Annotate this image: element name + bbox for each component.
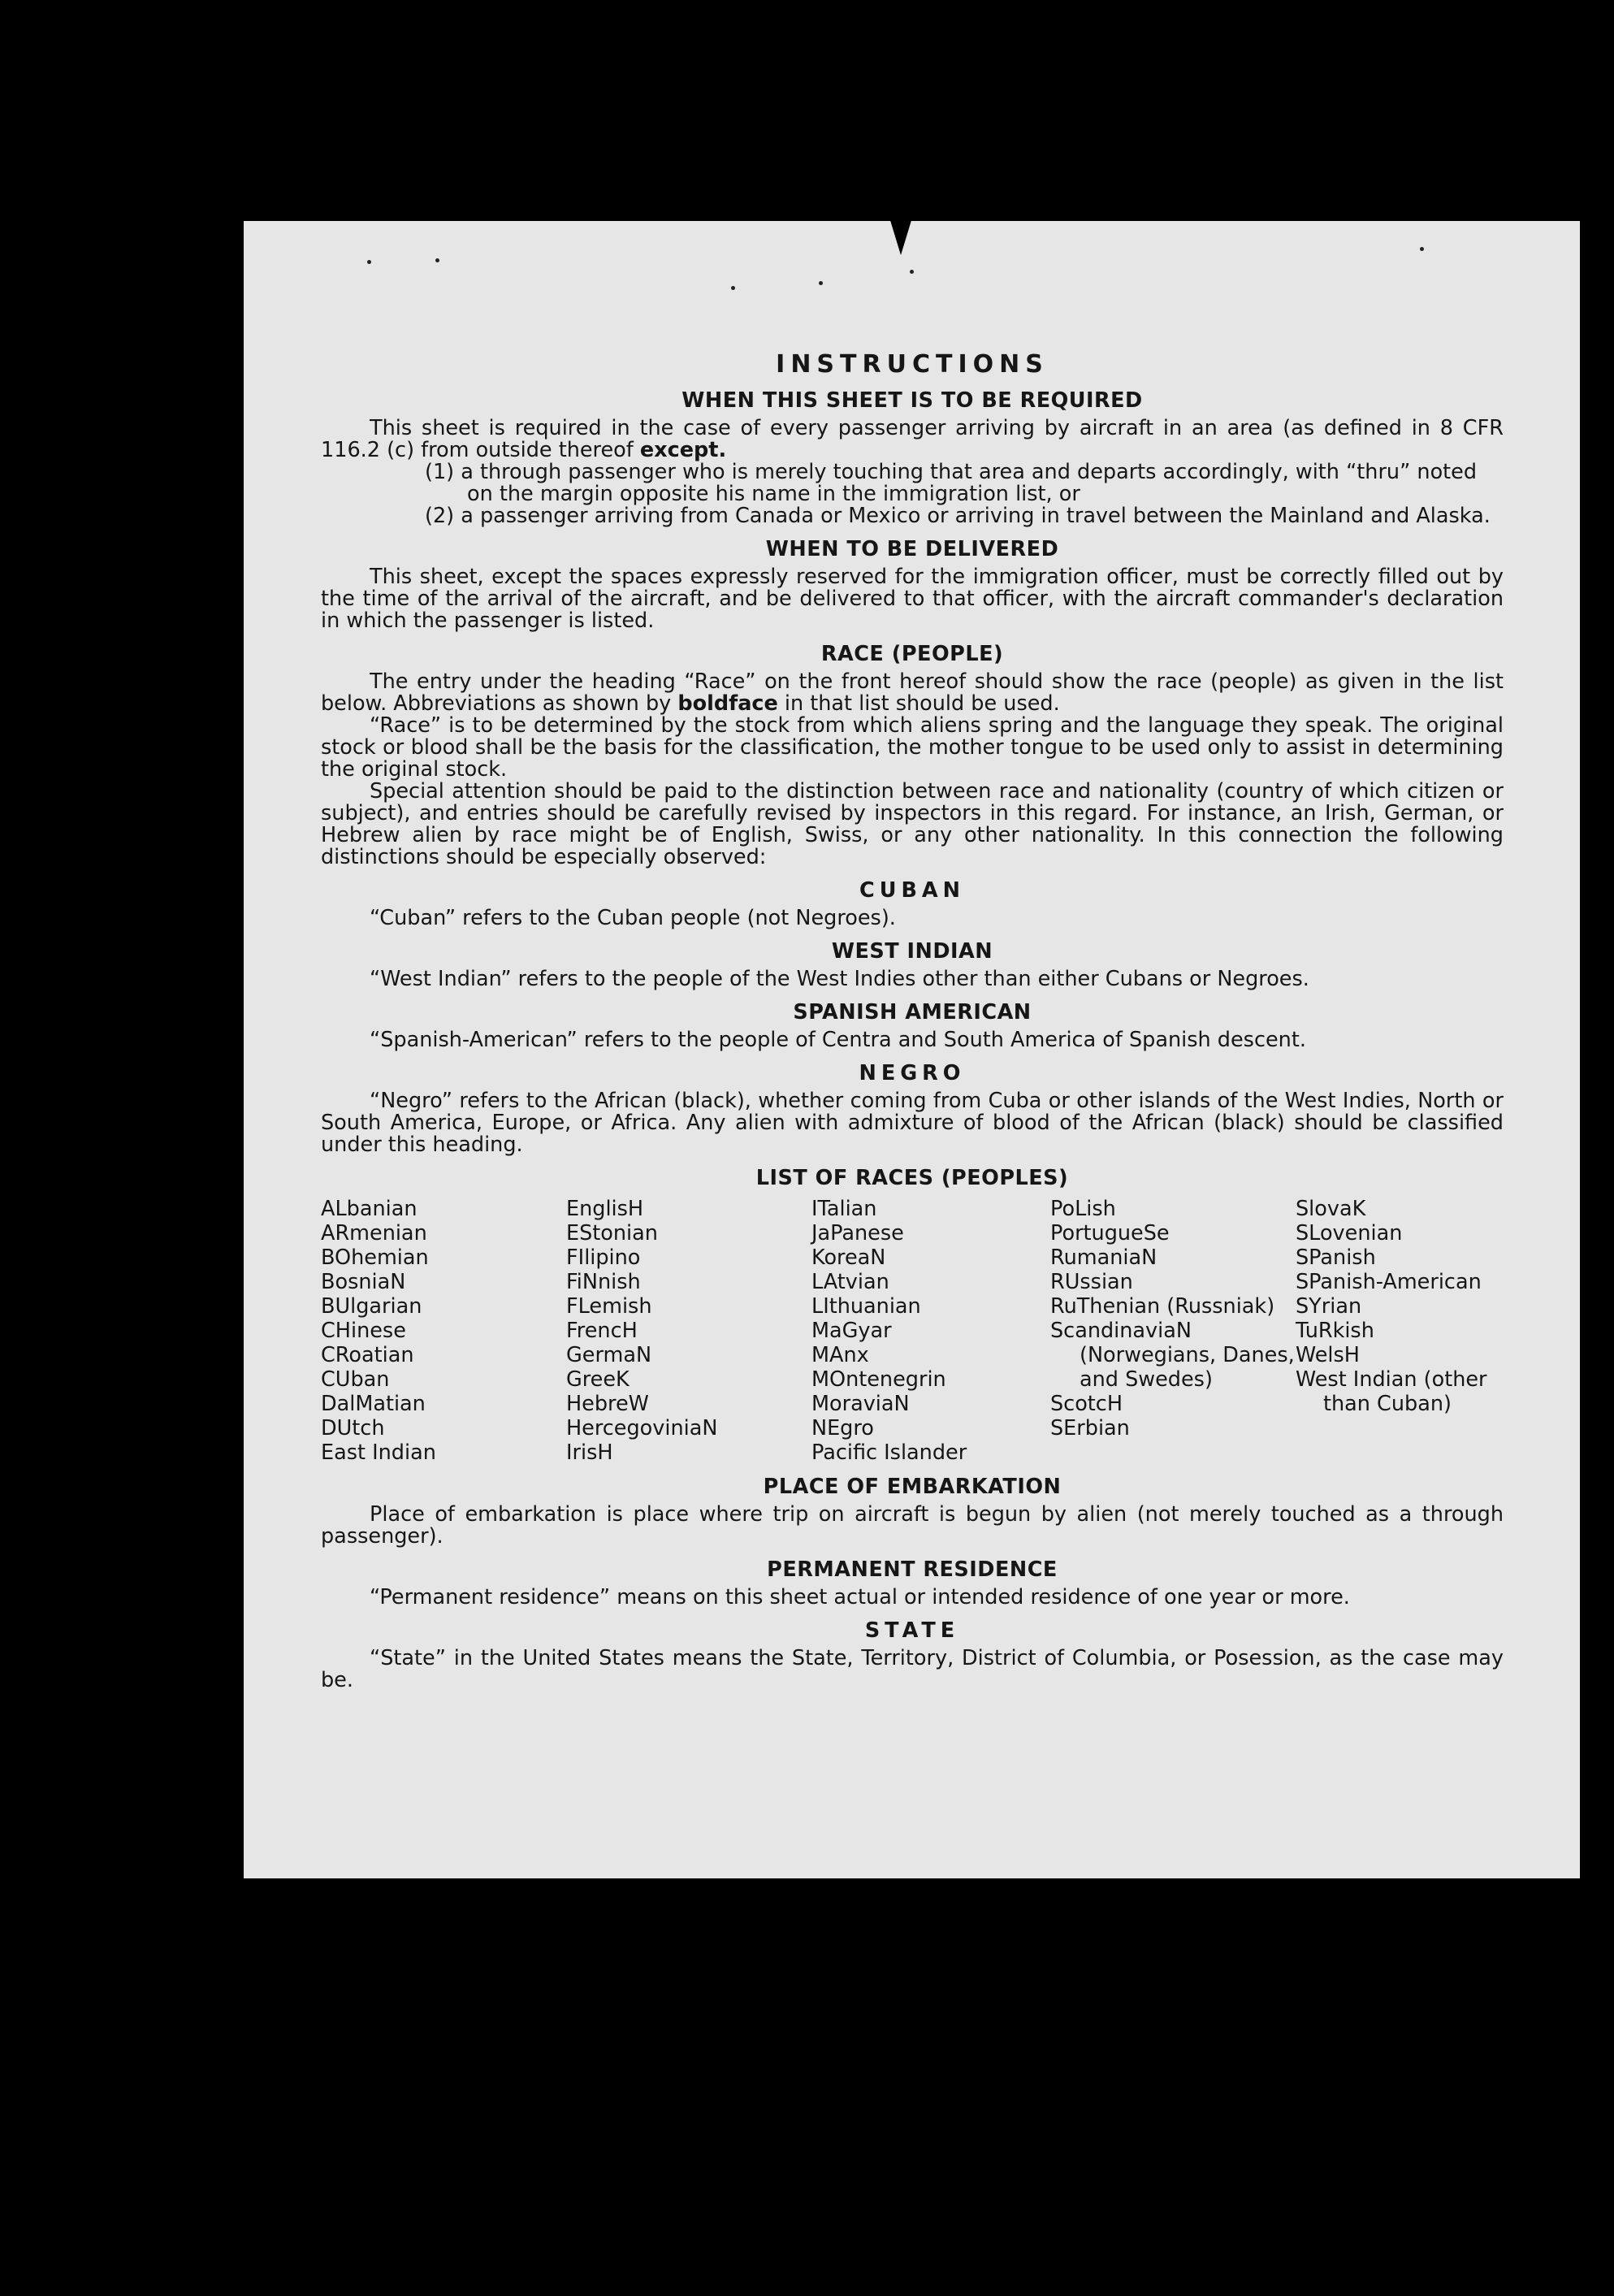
race-item: ARmenian <box>321 1221 427 1245</box>
races-column-5 <box>1296 1197 1504 1465</box>
race-item: MaGyar <box>811 1319 892 1343</box>
race-item: NEgro <box>811 1416 874 1440</box>
heading-cuban: CUBAN <box>859 878 965 903</box>
state-text: “State” in the United States means the State, Territory, District of Columbia, or Posession, as the case may be. <box>321 1646 1504 1692</box>
race-item: MAnx <box>811 1343 869 1367</box>
when-required-item-1: (1) a through passenger who is merely touching that area and departs accordingly, with “thru” noted on the margin opposite his name in the immigration list, or <box>425 460 1478 506</box>
race-item: SPanish-American <box>1296 1270 1482 1294</box>
heading-race: RACE (PEOPLE) <box>820 642 1004 666</box>
page-speck <box>367 260 371 264</box>
race-item: PoLish <box>1050 1197 1116 1221</box>
race-item: HercegoviniaN <box>566 1416 718 1440</box>
race-item: GermaN <box>566 1343 652 1367</box>
race-item: BUlgarian <box>321 1294 422 1319</box>
when-required-intro-text: This sheet is required in the case of every passenger arriving by aircraft in an area (as defined in 8 CFR 116.2 (c) from outside thereof <box>321 416 1504 462</box>
race-item: FIlipino <box>566 1245 641 1270</box>
race-item: Pacific Islander <box>811 1440 967 1465</box>
race-paragraph-1-end: in that list should be used. <box>777 691 1060 716</box>
race-boldface-word: boldface <box>677 691 778 716</box>
race-item: CUban <box>321 1367 390 1392</box>
when-required-except: except. <box>639 438 727 462</box>
cuban-text: “Cuban” refers to the Cuban people (not Negroes). <box>370 906 896 930</box>
race-item: ScotcH <box>1050 1392 1123 1416</box>
race-item: LAtvian <box>811 1270 889 1294</box>
heading-when-delivered: WHEN TO BE DELIVERED <box>765 537 1059 561</box>
race-item: FLemish <box>566 1294 652 1319</box>
race-item: WelsH <box>1296 1343 1360 1367</box>
race-item: MoraviaN <box>811 1392 910 1416</box>
page-tear <box>889 218 912 255</box>
heading-spanish-american: SPANISH AMERICAN <box>793 1000 1032 1025</box>
race-item: SlovaK <box>1296 1197 1366 1221</box>
race-paragraph-1-text: The entry under the heading “Race” on the front hereof should show the race (people) as given in the list below. Abbreviations as shown by <box>321 669 1504 716</box>
race-item: IrisH <box>566 1440 613 1465</box>
race-item: MOntenegrin <box>811 1367 946 1392</box>
document-page <box>244 221 1580 1878</box>
race-item: FrencH <box>566 1319 638 1343</box>
races-list <box>321 1197 1504 1465</box>
race-item: SLovenian <box>1296 1221 1403 1245</box>
heading-list-of-races: LIST OF RACES (PEOPLES) <box>755 1166 1069 1190</box>
race-item: SYrian <box>1296 1294 1362 1319</box>
page-speck <box>435 258 439 262</box>
race-item: West Indian (other than Cuban) <box>1296 1367 1487 1416</box>
race-item: TuRkish <box>1296 1319 1374 1343</box>
race-item: EStonian <box>566 1221 658 1245</box>
heading-state: STATE <box>864 1618 960 1643</box>
page-speck <box>910 270 914 274</box>
page-speck <box>731 286 735 290</box>
race-paragraph-1 <box>321 671 1504 715</box>
race-item: ALbanian <box>321 1197 418 1221</box>
race-item: BosniaN <box>321 1270 406 1294</box>
page-speck <box>819 281 823 285</box>
race-item: ITalian <box>811 1197 877 1221</box>
race-item: EnglisH <box>566 1197 644 1221</box>
race-item: CRoatian <box>321 1343 414 1367</box>
embarkation-text: Place of embarkation is place where trip on aircraft is begun by alien (not merely touched as a through passenger). <box>321 1502 1504 1549</box>
race-item: KoreaN <box>811 1245 886 1270</box>
races-column-3 <box>811 1197 1050 1465</box>
residence-text: “Permanent residence” means on this sheet actual or intended residence of one year or more. <box>370 1585 1350 1609</box>
races-column-1 <box>321 1197 566 1465</box>
race-item: JaPanese <box>811 1221 904 1245</box>
race-item: GreeK <box>566 1367 630 1392</box>
heading-place-of-embarkation: PLACE OF EMBARKATION <box>763 1475 1062 1499</box>
race-item: SPanish <box>1296 1245 1376 1270</box>
race-item: CHinese <box>321 1319 406 1343</box>
when-required-intro <box>321 418 1504 461</box>
race-item: ScandinaviaN (Norwegians, Danes, and Swedes) <box>1050 1319 1295 1392</box>
race-item: East Indian <box>321 1440 436 1465</box>
race-item: RumaniaN <box>1050 1245 1157 1270</box>
heading-west-indian: WEST INDIAN <box>831 939 993 964</box>
race-item: DUtch <box>321 1416 385 1440</box>
page-title: INSTRUCTIONS <box>776 350 1049 379</box>
heading-permanent-residence: PERMANENT RESIDENCE <box>767 1557 1058 1582</box>
race-item: DalMatian <box>321 1392 426 1416</box>
instructions-body <box>321 351 1504 1692</box>
race-item: PortugueSe <box>1050 1221 1170 1245</box>
spanish-american-text: “Spanish-American” refers to the people of Centra and South America of Spanish descent. <box>370 1028 1306 1052</box>
race-item: RUssian <box>1050 1270 1133 1294</box>
race-item: LIthuanian <box>811 1294 921 1319</box>
when-required-item-2: (2) a passenger arriving from Canada or Mexico or arriving in travel between the Mainland and Alaska. <box>425 504 1491 528</box>
page-speck <box>1420 247 1424 251</box>
negro-text: “Negro” refers to the African (black), whether coming from Cuba or other islands of the West Indies, North or South America, Europe, or Africa. Any alien with admixture of blood of the African (black) should be classified under this heading. <box>321 1089 1504 1157</box>
when-delivered-text: This sheet, except the spaces expressly reserved for the immigration officer, must be correctly filled out by the time of the arrival of the aircraft, and be delivered to that officer, with the aircraft commander's declaration in which the passenger is listed. <box>321 565 1504 633</box>
races-column-4 <box>1050 1197 1296 1465</box>
race-item: BOhemian <box>321 1245 429 1270</box>
west-indian-text: “West Indian” refers to the people of the West Indies other than either Cubans or Negroes. <box>370 967 1309 991</box>
race-paragraph-3: Special attention should be paid to the distinction between race and nationality (country of which citizen or subject), and entries should be carefully revised by inspectors in this regard. For instance, an Irish, German, or Hebrew alien by race might be of English, Swiss, or any other nationality. In this connection the following distinctions should be especially observed: <box>321 779 1504 869</box>
race-item: FiNnish <box>566 1270 641 1294</box>
race-paragraph-2: “Race” is to be determined by the stock from which aliens spring and the language they speak. The original stock or blood shall be the basis for the classification, the mother tongue to be used only to assist in determining the original stock. <box>321 713 1504 782</box>
race-item: HebreW <box>566 1392 649 1416</box>
heading-when-required: WHEN THIS SHEET IS TO BE REQUIRED <box>682 388 1143 413</box>
races-column-2 <box>566 1197 811 1465</box>
race-item: SErbian <box>1050 1416 1130 1440</box>
heading-negro: NEGRO <box>859 1061 966 1085</box>
race-item: RuThenian (Russniak) <box>1050 1294 1275 1319</box>
